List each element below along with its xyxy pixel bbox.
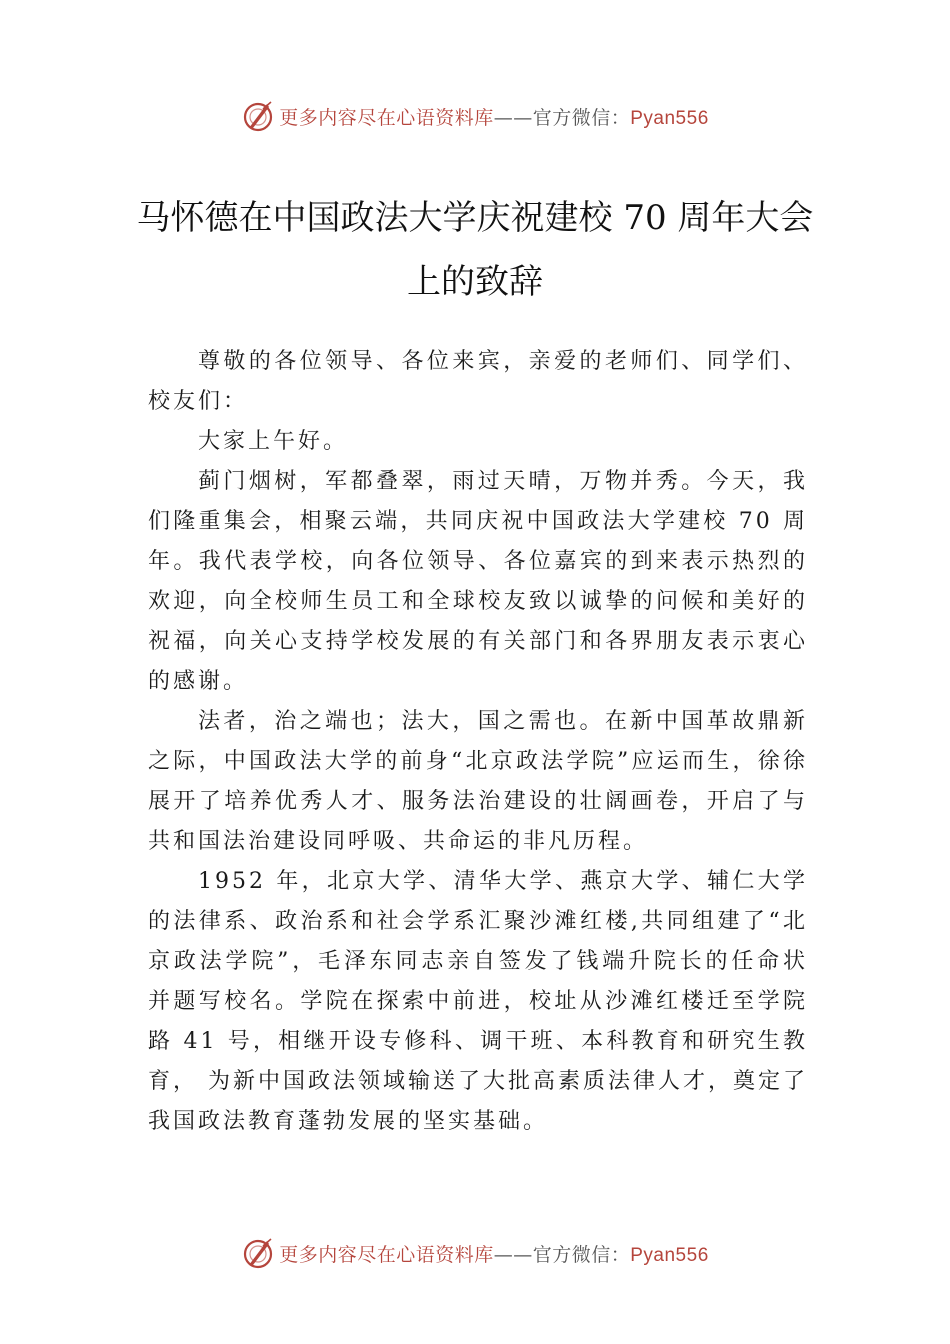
paragraph-history-origin: 法者，治之端也；法大，国之需也。在新中国革故鼎新之际，中国政法大学的前身“北京政法学院”应运而生，徐徐展开了培养优秀人才、服务法治建设的壮阔画卷，开启了与共和国法治建设同呼吸、共命运的非凡历程。 [148,709,808,854]
document-title: 马怀德在中国政法大学庆祝建校 70 周年大会上的致辞 [136,198,814,302]
banner-wechat-id: Pyan556 [630,1244,709,1266]
banner-text [279,1240,709,1267]
banner-brand: 更多内容尽在心语资料库 [279,106,494,129]
quill-pen-logo-icon [241,1236,275,1270]
banner-wechat-id: Pyan556 [630,107,709,129]
paragraph-history-1952: 1952 年，北京大学、清华大学、燕京大学、辅仁大学的法律系、政治系和社会学系汇聚沙滩红楼,共同组建了“北京政法学院”，毛泽东同志亲自签发了钱端升院长的任命状并题写校名。学院在探索中前进，校址从沙滩红楼迁至学院路 41 号，相继开设专修科、调干班、本科教育和研究生教育， 为新中国政法领域输送了大批高素质法律人才，奠定了我国政法教育蓬勃发展的坚实基础。 [148,869,808,1134]
banner-wechat-label: 官方微信： [532,106,631,129]
document-body [148,342,808,1142]
footer-banner [0,1233,950,1273]
paragraph-welcome: 蓟门烟树，军都叠翠，雨过天晴，万物并秀。今天，我们隆重集会，相聚云端，共同庆祝中国政法大学建校 70 周年。我代表学校，向各位领导、各位嘉宾的到来表示热烈的欢迎，向全校师生员工和全球校友致以诚挚的问候和美好的祝福，向关心支持学校发展的有关部门和各界朋友表示衷心的感谢。 [148,469,808,694]
header-banner [0,96,950,136]
banner-brand: 更多内容尽在心语资料库 [279,1243,494,1266]
banner-dash: —— [493,1243,533,1266]
paragraph-salutation: 尊敬的各位领导、各位来宾，亲爱的老师们、同学们、校友们： [148,349,808,414]
banner-dash: —— [493,106,533,129]
paragraph-greeting: 大家上午好。 [198,429,349,454]
quill-pen-logo-icon [241,99,275,133]
banner-text [279,103,709,130]
banner-wechat-label: 官方微信： [532,1243,631,1266]
